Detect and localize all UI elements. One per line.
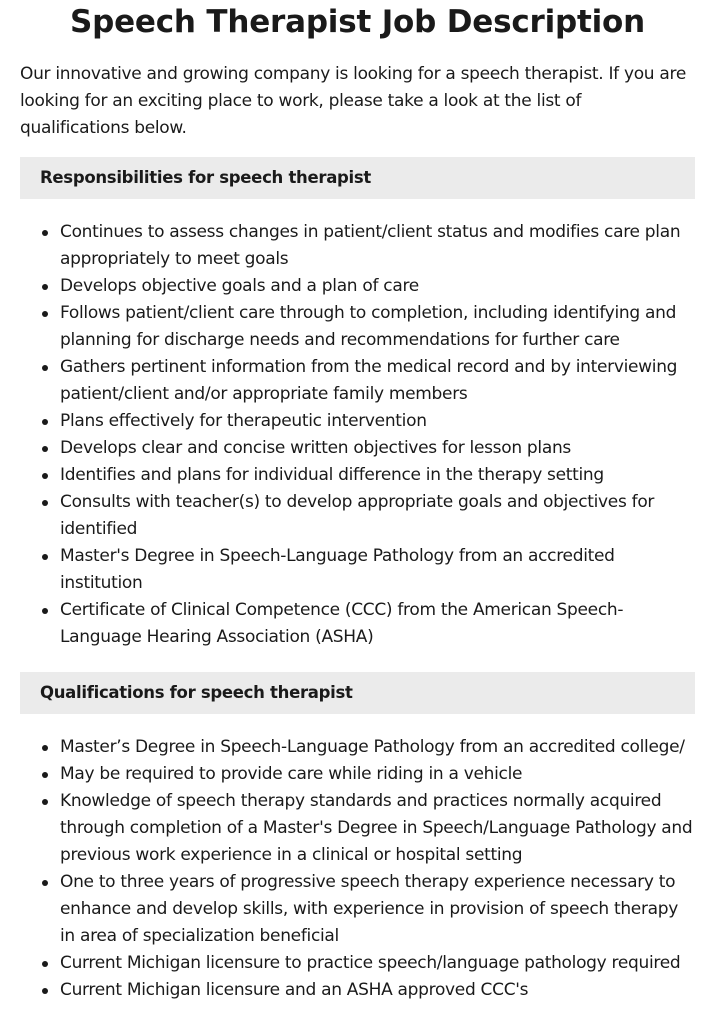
list-item-text: Master’s Degree in Speech-Language Pathology from an accredited college/ <box>60 737 685 757</box>
list-item <box>60 273 695 300</box>
list-item <box>60 734 695 761</box>
bullet-icon <box>42 961 48 967</box>
responsibilities-heading: Responsibilities for speech therapist <box>20 157 695 199</box>
list-item-text: Master's Degree in Speech-Language Pathology from an accredited institution <box>60 546 615 593</box>
responsibilities-list <box>20 219 695 651</box>
list-item <box>60 354 695 408</box>
list-item <box>60 435 695 462</box>
list-item-text: Develops objective goals and a plan of care <box>60 276 419 296</box>
list-item <box>60 977 695 1004</box>
bullet-icon <box>42 500 48 506</box>
list-item <box>60 950 695 977</box>
list-item-text: Current Michigan licensure to practice speech/language pathology required <box>60 953 681 973</box>
bullet-icon <box>42 745 48 751</box>
list-item <box>60 489 695 543</box>
list-item-text: May be required to provide care while riding in a vehicle <box>60 764 523 784</box>
bullet-icon <box>42 365 48 371</box>
bullet-icon <box>42 419 48 425</box>
bullet-icon <box>42 284 48 290</box>
bullet-icon <box>42 230 48 236</box>
list-item <box>60 788 695 869</box>
bullet-icon <box>42 772 48 778</box>
list-item <box>60 300 695 354</box>
qualifications-list <box>20 734 695 1004</box>
list-item-text: Current Michigan licensure and an ASHA approved CCC's <box>60 980 529 1000</box>
list-item-text: Continues to assess changes in patient/client status and modifies care plan appropriately to meet goals <box>60 222 681 269</box>
list-item <box>60 219 695 273</box>
list-item <box>60 761 695 788</box>
list-item <box>60 408 695 435</box>
list-item-text: Identifies and plans for individual difference in the therapy setting <box>60 465 604 485</box>
list-item <box>60 597 695 651</box>
bullet-icon <box>42 988 48 994</box>
list-item-text: Plans effectively for therapeutic intervention <box>60 411 427 431</box>
list-item <box>60 869 695 950</box>
list-item <box>60 543 695 597</box>
list-item-text: Knowledge of speech therapy standards and practices normally acquired through completion of a Master's Degree in Speech/Language Pathology and previous work experience in a clinical or hospital setting <box>60 791 693 865</box>
list-item-text: Develops clear and concise written objectives for lesson plans <box>60 438 571 458</box>
bullet-icon <box>42 446 48 452</box>
intro-paragraph: Our innovative and growing company is looking for a speech therapist. If you are looking for an exciting place to work, please take a look at the list of qualifications below. <box>20 64 686 138</box>
list-item-text: Follows patient/client care through to completion, including identifying and planning for discharge needs and recommendations for further care <box>60 303 677 350</box>
bullet-icon <box>42 554 48 560</box>
bullet-icon <box>42 799 48 805</box>
page-title: Speech Therapist Job Description <box>69 4 646 40</box>
bullet-icon <box>42 311 48 317</box>
bullet-icon <box>42 608 48 614</box>
list-item <box>60 462 695 489</box>
list-item-text: One to three years of progressive speech therapy experience necessary to enhance and develop skills, with experience in provision of speech therapy in area of specialization beneficial <box>60 872 679 946</box>
bullet-icon <box>42 473 48 479</box>
bullet-icon <box>42 880 48 886</box>
qualifications-heading: Qualifications for speech therapist <box>20 672 695 714</box>
list-item-text: Consults with teacher(s) to develop appropriate goals and objectives for identified <box>60 492 655 539</box>
list-item-text: Certificate of Clinical Competence (CCC) from the American Speech-Language Hearing Association (ASHA) <box>60 600 624 647</box>
list-item-text: Gathers pertinent information from the medical record and by interviewing patient/client and/or appropriate family members <box>60 357 678 404</box>
